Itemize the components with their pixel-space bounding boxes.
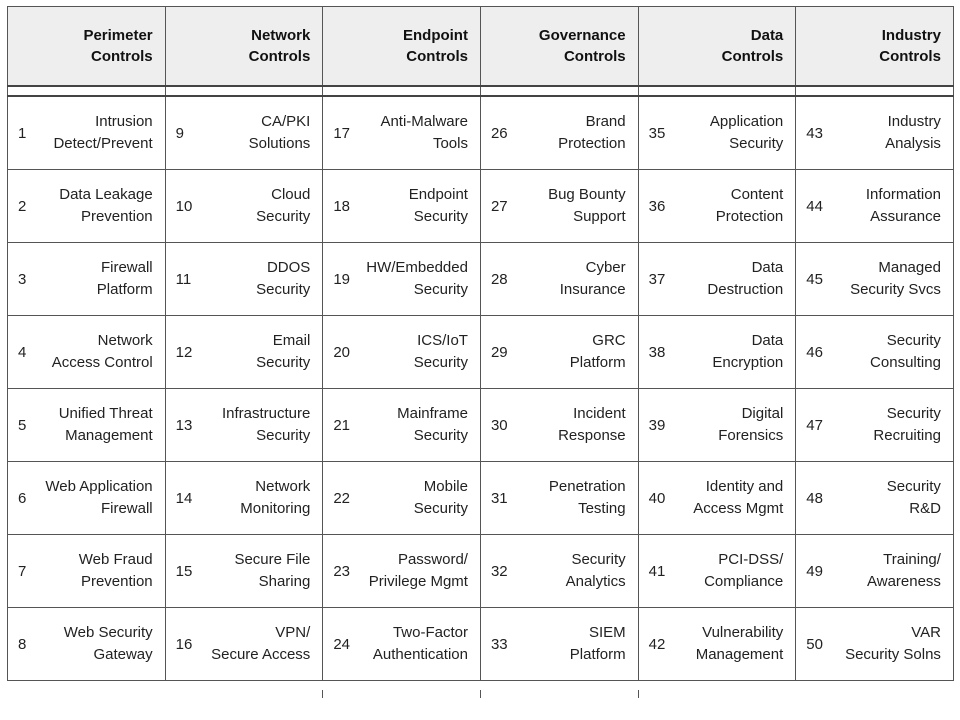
control-cell <box>165 535 323 608</box>
control-cell <box>638 608 796 681</box>
control-cell <box>165 389 323 462</box>
control-number: 11 <box>175 270 192 288</box>
header-row <box>8 7 954 87</box>
control-label: Password/ Privilege Mgmt <box>368 551 468 590</box>
control-number: 16 <box>175 635 193 653</box>
control-cell <box>796 462 954 535</box>
control-label: Infrastructure Security <box>221 405 311 444</box>
control-number: 14 <box>175 489 193 507</box>
control-number: 45 <box>806 270 823 288</box>
control-cell <box>323 316 481 389</box>
control-cell <box>323 243 481 316</box>
control-cell <box>323 608 481 681</box>
table-row <box>8 243 954 316</box>
control-label: Firewall Platform <box>96 259 153 298</box>
control-label: Anti-Malware Tools <box>380 113 468 152</box>
control-label: Managed Security Svcs <box>850 259 941 298</box>
header-governance-controls: Governance Controls <box>480 7 638 87</box>
control-cell <box>8 535 166 608</box>
control-label: Security Consulting <box>870 332 941 371</box>
control-cell <box>165 316 323 389</box>
control-label: Digital Forensics <box>718 405 784 444</box>
control-number: 46 <box>806 343 823 361</box>
control-label: PCI-DSS/ Compliance <box>704 551 784 590</box>
control-label: Training/ Awareness <box>867 551 941 590</box>
control-number: 22 <box>333 489 350 507</box>
control-number: 9 <box>175 124 184 142</box>
header-network-controls: Network Controls <box>165 7 323 87</box>
control-cell <box>796 243 954 316</box>
control-number: 32 <box>490 562 508 580</box>
control-label: Web Security Gateway <box>63 624 153 663</box>
control-number: 31 <box>490 489 508 507</box>
control-label: Mainframe Security <box>397 405 468 444</box>
control-cell <box>796 535 954 608</box>
control-number: 30 <box>490 416 508 434</box>
control-label: Unified Threat Management <box>58 405 153 444</box>
control-cell <box>796 608 954 681</box>
control-number: 41 <box>648 562 666 580</box>
control-label: Web Application Firewall <box>45 478 153 517</box>
control-number: 4 <box>18 343 27 361</box>
control-cell <box>323 389 481 462</box>
control-cell <box>480 535 638 608</box>
header-endpoint-controls: Endpoint Controls <box>323 7 481 87</box>
control-number: 13 <box>175 416 193 434</box>
control-cell <box>796 170 954 243</box>
control-number: 47 <box>806 416 823 434</box>
control-label: GRC Platform <box>569 332 626 371</box>
control-label: Information Assurance <box>865 186 941 225</box>
header-data-controls: Data Controls <box>638 7 796 87</box>
control-number: 50 <box>806 635 823 653</box>
control-number: 17 <box>333 124 350 142</box>
control-number: 18 <box>333 197 350 215</box>
control-label: Data Encryption <box>712 332 784 371</box>
control-label: Bug Bounty Support <box>548 186 626 225</box>
control-cell <box>8 243 166 316</box>
table-bottom-stubs <box>7 690 953 702</box>
control-cell <box>638 389 796 462</box>
control-number: 29 <box>490 343 508 361</box>
control-label: Security R&D <box>886 478 941 517</box>
control-cell <box>638 535 796 608</box>
control-label: DDOS Security <box>256 259 311 298</box>
control-number: 1 <box>18 124 27 142</box>
control-label: Penetration Testing <box>548 478 626 517</box>
control-label: SIEM Platform <box>569 624 626 663</box>
control-number: 19 <box>333 270 350 288</box>
control-number: 33 <box>490 635 508 653</box>
control-number: 35 <box>648 124 666 142</box>
control-cell <box>480 316 638 389</box>
control-number: 15 <box>175 562 193 580</box>
control-label: Endpoint Security <box>408 186 468 225</box>
table-body <box>8 96 954 681</box>
table-row <box>8 608 954 681</box>
control-cell <box>638 96 796 170</box>
control-label: Data Leakage Prevention <box>59 186 153 225</box>
control-label: Two-Factor Authentication <box>372 624 468 663</box>
control-label: Network Access Control <box>51 332 153 371</box>
control-cell <box>8 170 166 243</box>
control-cell <box>165 462 323 535</box>
control-number: 8 <box>18 635 27 653</box>
divider-stub <box>480 690 481 698</box>
control-cell <box>638 462 796 535</box>
control-label: Cyber Insurance <box>559 259 626 298</box>
table-row <box>8 462 954 535</box>
control-number: 20 <box>333 343 350 361</box>
control-cell <box>165 243 323 316</box>
control-number: 28 <box>490 270 508 288</box>
control-cell <box>480 96 638 170</box>
control-number: 42 <box>648 635 666 653</box>
header-industry-controls: Industry Controls <box>796 7 954 87</box>
control-cell <box>638 243 796 316</box>
control-label: Network Monitoring <box>240 478 311 517</box>
control-cell <box>323 96 481 170</box>
control-number: 39 <box>648 416 666 434</box>
control-number: 7 <box>18 562 27 580</box>
control-number: 6 <box>18 489 27 507</box>
control-label: HW/Embedded Security <box>366 259 468 298</box>
table-row <box>8 316 954 389</box>
divider-stub <box>322 690 323 698</box>
control-cell <box>8 96 166 170</box>
control-cell <box>165 608 323 681</box>
control-cell <box>796 389 954 462</box>
control-label: Cloud Security <box>256 186 311 225</box>
control-cell <box>165 96 323 170</box>
control-cell <box>638 316 796 389</box>
control-number: 23 <box>333 562 350 580</box>
control-cell <box>323 535 481 608</box>
control-number: 24 <box>333 635 350 653</box>
table-row <box>8 389 954 462</box>
control-label: VPN/ Secure Access <box>211 624 311 663</box>
controls-table-sheet <box>7 6 953 690</box>
control-label: Intrusion Detect/Prevent <box>53 113 153 152</box>
control-cell <box>8 462 166 535</box>
control-label: VAR Security Solns <box>845 624 941 663</box>
control-number: 43 <box>806 124 823 142</box>
control-number: 49 <box>806 562 823 580</box>
divider-stub <box>638 690 639 698</box>
control-label: Security Recruiting <box>873 405 941 444</box>
control-number: 48 <box>806 489 823 507</box>
control-label: Brand Protection <box>558 113 626 152</box>
control-cell <box>480 170 638 243</box>
header-divider <box>8 86 954 96</box>
control-cell <box>323 462 481 535</box>
control-label: Application Security <box>709 113 784 152</box>
control-cell <box>165 170 323 243</box>
control-cell <box>480 608 638 681</box>
control-label: Security Analytics <box>565 551 626 590</box>
control-number: 44 <box>806 197 823 215</box>
control-label: Industry Analysis <box>885 113 941 152</box>
control-number: 2 <box>18 197 27 215</box>
header-perimeter-controls: Perimeter Controls <box>8 7 166 87</box>
control-number: 12 <box>175 343 193 361</box>
control-label: Data Destruction <box>707 259 784 298</box>
control-label: Vulnerability Management <box>695 624 784 663</box>
control-cell <box>323 170 481 243</box>
control-cell <box>8 608 166 681</box>
control-number: 40 <box>648 489 666 507</box>
control-number: 21 <box>333 416 350 434</box>
control-number: 37 <box>648 270 666 288</box>
control-cell <box>796 96 954 170</box>
control-number: 38 <box>648 343 666 361</box>
control-label: Mobile Security <box>413 478 468 517</box>
control-cell <box>638 170 796 243</box>
control-cell <box>480 389 638 462</box>
control-label: CA/PKI Solutions <box>248 113 311 152</box>
control-number: 26 <box>490 124 508 142</box>
control-label: ICS/IoT Security <box>413 332 468 371</box>
control-number: 3 <box>18 270 27 288</box>
control-cell <box>8 389 166 462</box>
table-row <box>8 96 954 170</box>
control-number: 10 <box>175 197 193 215</box>
control-cell <box>480 462 638 535</box>
control-number: 5 <box>18 416 27 434</box>
control-cell <box>480 243 638 316</box>
security-controls-table <box>7 6 954 681</box>
table-row <box>8 535 954 608</box>
table-row <box>8 170 954 243</box>
control-label: Web Fraud Prevention <box>78 551 153 590</box>
control-label: Identity and Access Mgmt <box>693 478 784 517</box>
control-label: Incident Response <box>558 405 626 444</box>
control-label: Email Security <box>256 332 311 371</box>
control-label: Content Protection <box>715 186 784 225</box>
control-number: 27 <box>490 197 508 215</box>
control-cell <box>796 316 954 389</box>
control-number: 36 <box>648 197 666 215</box>
control-label: Secure File Sharing <box>234 551 311 590</box>
control-cell <box>8 316 166 389</box>
